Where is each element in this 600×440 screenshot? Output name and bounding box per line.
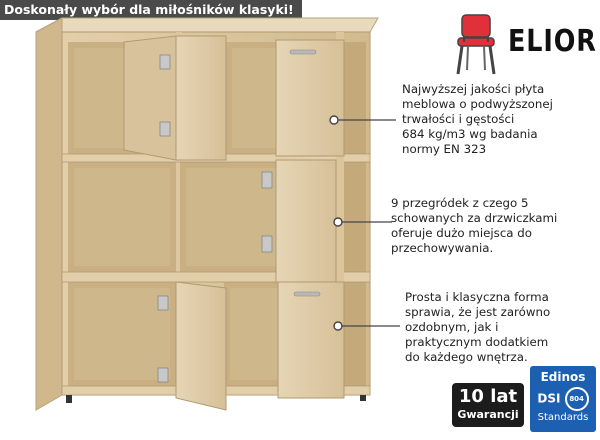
feature-line: trwałości i gęstości [402, 112, 515, 126]
feature-line: oferuje dużo miejsca do [391, 226, 532, 240]
door-open [278, 282, 344, 398]
headline-text: Doskonały wybór dla miłośników klasyki! [4, 2, 294, 17]
feature-description-2 [391, 196, 557, 256]
cabinet-top [36, 18, 378, 32]
feature-line: sprawia, że jest zarówno [405, 305, 551, 319]
foot [66, 395, 72, 403]
compartment [344, 42, 366, 154]
certification-label: Standards [537, 412, 589, 423]
feature-line: meblowa o podwyższonej [402, 97, 553, 111]
feature-line: schowanych za drzwiczkami [391, 211, 558, 225]
feature-line: normy EN 323 [402, 142, 487, 156]
brand-name: ELIOR [508, 24, 597, 59]
feature-line: ozdobnym, jak i [405, 320, 499, 334]
warranty-badge [452, 383, 524, 427]
certification-badge [530, 366, 596, 432]
cabinet-left-side [36, 18, 62, 410]
warranty-label: Gwarancji [457, 408, 519, 421]
feature-line: Najwyższej jakości płyta [402, 82, 545, 96]
feature-description-3 [405, 290, 550, 365]
feature-line: Prosta i klasyczna forma [405, 290, 549, 304]
certification-name: Edinos [540, 370, 586, 384]
feature-description-1 [402, 82, 553, 157]
feature-line: 684 kg/m3 wg badania [402, 127, 538, 141]
door-open [276, 40, 344, 156]
feature-line: przechowywania. [391, 241, 494, 255]
foot [360, 395, 366, 401]
certification-code: 804 [565, 387, 589, 411]
certification-mark-text: DSI [537, 391, 561, 406]
warranty-years: 10 lat [458, 386, 518, 407]
door-open [124, 36, 226, 160]
feature-line: 9 przegródek z czego 5 [391, 196, 529, 210]
feature-line: do każdego wnętrza. [405, 350, 528, 364]
feature-line: praktycznym dodatkiem [405, 335, 549, 349]
certification-mark [530, 387, 596, 411]
